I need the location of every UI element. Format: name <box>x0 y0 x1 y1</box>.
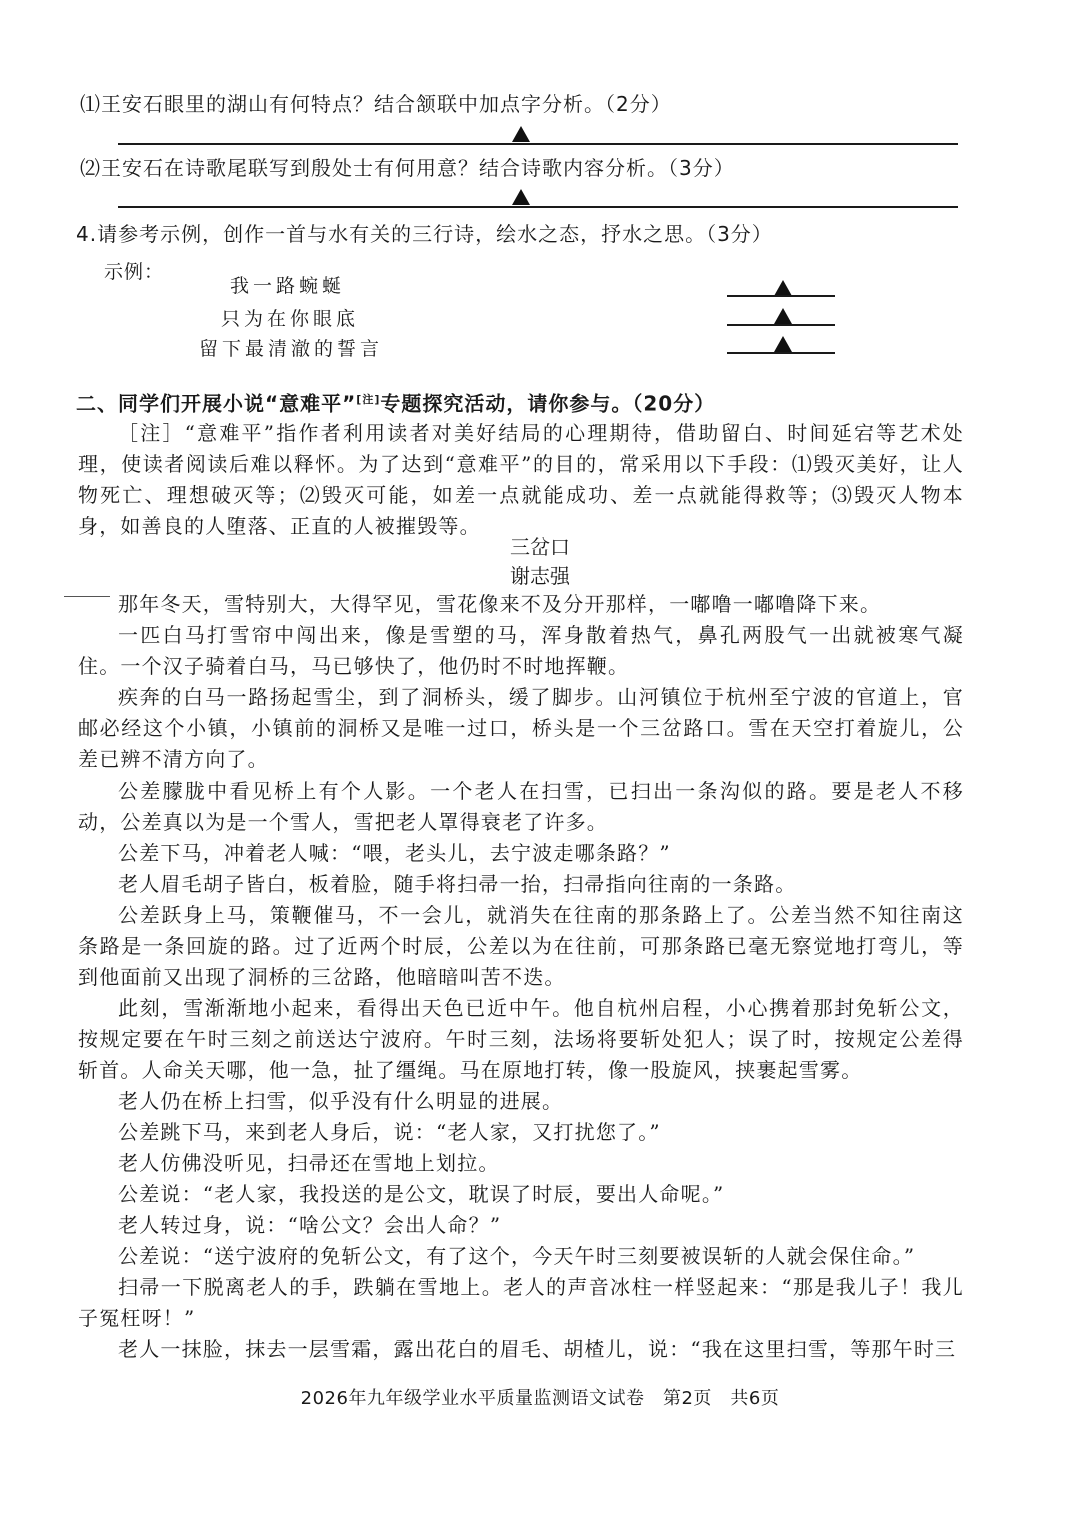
story-paragraph: 老人仍在桥上扫雪，似乎没有什么明显的进展。 <box>118 1089 564 1113</box>
story-paragraph: 公差朦胧中看见桥上有个人影。一个老人在扫雪，已扫出一条沟似的路。要是老人不移动，公差真以为是一个雪人，雪把老人罩得衰老了许多。 <box>78 779 964 834</box>
question-3-2: ⑵王安石在诗歌尾联写到殷处士有何用意？结合诗歌内容分析。（3分） <box>80 156 735 180</box>
poem-answer-line-2[interactable] <box>727 324 835 326</box>
example-label: 示例： <box>104 261 165 283</box>
heading-pre: 二、同学们开展小说“意难平” <box>76 391 357 416</box>
example-line-1: 我一路蜿蜒 <box>230 275 346 297</box>
story-paragraph: 此刻，雪渐渐地小起来，看得出天色已近中午。他自杭州启程，小心携着那封免斩公文，按规定要在午时三刻之前送达宁波府。午时三刻，法场将要斩处犯人；误了时，按规定公差得斩首。人命关天哪，他一急，扯了缰绳。马在原地打转，像一股旋风，挟裹起雪雾。 <box>78 996 964 1082</box>
answer-marker-icon <box>774 336 792 352</box>
answer-marker-icon <box>512 189 530 205</box>
story-paragraph: 公差下马，冲着老人喊：“喂，老头儿，去宁波走哪条路？” <box>118 841 671 865</box>
story-paragraph: 老人一抹脸，抹去一层雪霜，露出花白的眉毛、胡楂儿，说：“我在这里扫雪，等那午时三 <box>118 1337 957 1361</box>
story-paragraph: 老人仿佛没听见，扫帚还在雪地上划拉。 <box>118 1151 500 1175</box>
answer-marker-icon <box>774 280 792 296</box>
story-title: 三岔口 <box>510 535 570 559</box>
answer-line-3-1[interactable] <box>118 143 958 145</box>
poem-answer-line-3[interactable] <box>727 352 835 354</box>
story-paragraph: 老人转过身，说：“啥公文？会出人命？” <box>118 1213 502 1237</box>
question-3-1: ⑴王安石眼里的湖山有何特点？结合颔联中加点字分析。（2分） <box>80 92 672 116</box>
story-paragraph: 公差跃身上马，策鞭催马，不一会儿，就消失在往南的那条路上了。公差当然不知往南这条路是一条回旋的路。过了近两个时辰，公差以为在往前，可那条路已毫无察觉地打弯儿，等到他面前又出现了洞桥的三岔路，他暗暗叫苦不迭。 <box>78 903 964 989</box>
note-mark: [注] <box>356 393 381 406</box>
story-paragraph: 公差说：“老人家，我投送的是公文，耽误了时辰，要出人命呢。” <box>118 1182 725 1206</box>
answer-marker-icon <box>512 126 530 142</box>
poem-answer-line-1[interactable] <box>727 295 835 297</box>
page-footer: 2026年九年级学业水平质量监测语文试卷 第2页 共6页 <box>300 1388 780 1409</box>
heading-post: 专题探究活动，请你参与。（20分） <box>380 391 716 416</box>
story-paragraph: 那年冬天，雪特别大，大得罕见，雪花像来不及分开那样，一嘟噜一嘟噜降下来。 <box>118 592 882 616</box>
story-paragraph: 公差跳下马，来到老人身后，说：“老人家，又打扰您了。” <box>118 1120 661 1144</box>
answer-line-3-2[interactable] <box>118 206 958 208</box>
section-2-heading <box>76 386 715 418</box>
answer-marker-icon <box>774 308 792 324</box>
story-paragraph: 疾奔的白马一路扬起雪尘，到了洞桥头，缓了脚步。山河镇位于杭州至宁波的官道上，官邮必经这个小镇，小镇前的洞桥又是唯一过口，桥头是一个三岔路口。雪在天空打着旋儿，公差已辨不清方向了。 <box>78 685 964 771</box>
story-paragraph: 扫帚一下脱离老人的手，跌躺在雪地上。老人的声音冰柱一样竖起来：“那是我儿子！我儿子冤枉呀！” <box>78 1275 964 1330</box>
story-paragraph: 公差说：“送宁波府的免斩公文，有了这个，今天午时三刻要被误斩的人就会保住命。” <box>118 1244 916 1268</box>
story-paragraph: 老人眉毛胡子皆白，板着脸，随手将扫帚一抬，扫帚指向往南的一条路。 <box>118 872 797 896</box>
story-author: 谢志强 <box>510 564 570 588</box>
question-4: 4.请参考示例，创作一首与水有关的三行诗，绘水之态，抒水之思。（3分） <box>76 222 773 246</box>
example-line-3: 留下最清澈的誓言 <box>199 338 384 360</box>
story-paragraph: 一匹白马打雪帘中闯出来，像是雪塑的马，浑身散着热气，鼻孔两股气一出就被寒气凝住。一个汉子骑着白马，马已够快了，他仍时不时地挥鞭。 <box>78 623 964 678</box>
example-line-2: 只为在你眼底 <box>221 308 360 330</box>
section-2-note: ［注］“意难平”指作者利用读者对美好结局的心理期待，借助留白、时间延宕等艺术处理，使读者阅读后难以释怀。为了达到“意难平”的目的，常采用以下手段：⑴毁灭美好，让人物死亡、理想破灭等；⑵毁灭可能，如差一点就能成功、差一点就能得救等；⑶毁灭人物本身，如善良的人堕落、正直的人被摧毁等。 <box>78 421 964 538</box>
